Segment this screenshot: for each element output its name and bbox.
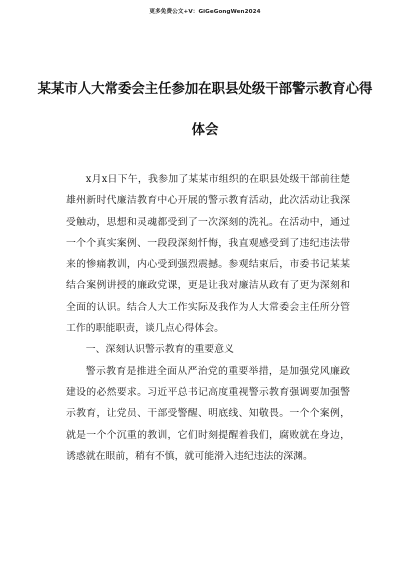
document-title-line-1: 某某市人大常委会主任参加在职县处级干部警示教育心得 bbox=[37, 82, 373, 97]
document-body bbox=[66, 169, 350, 467]
section-paragraph: 警示教育是推进全面从严治党的重要举措，是加强党风廉政建设的必然要求。习近平总书记高度重视警示教育强调要加强警示教育，让党员、干部受警醒、明底线、知敬畏。一个个案例，就是一个个沉重的教训，它们时刻提醒着我们，腐败就在身边，诱惑就在眼前，稍有不慎，就可能滑入违纪违法的深渊。 bbox=[66, 365, 350, 462]
header-note: 更多免费公文+V：GiGeGongWen2024 bbox=[149, 9, 261, 15]
section-heading: 一、深刻认识警示教育的重要意义 bbox=[85, 344, 234, 356]
intro-paragraph: x月x日下午，我参加了某某市组织的在职县处级干部前往楚雄州新时代廉洁教育中心开展的警示教育活动，此次活动让我深受触动，思想和灵魂都受到了一次深刻的洗礼。在活动中，通过一个个真实案例、一段段深刻忏悔，我直观感受到了违纪违法带来的惨痛教训，内心受到强烈震撼。参观结束后，市委书记某某结合案例讲授的廉政党课，更是让我对廉洁从政有了更为深刻和全面的认识。结合人大工作实际及我作为人大常委会主任所分管工作的职能职责，谈几点心得体会。 bbox=[66, 174, 350, 335]
document-title-line-2: 体会 bbox=[191, 123, 219, 138]
